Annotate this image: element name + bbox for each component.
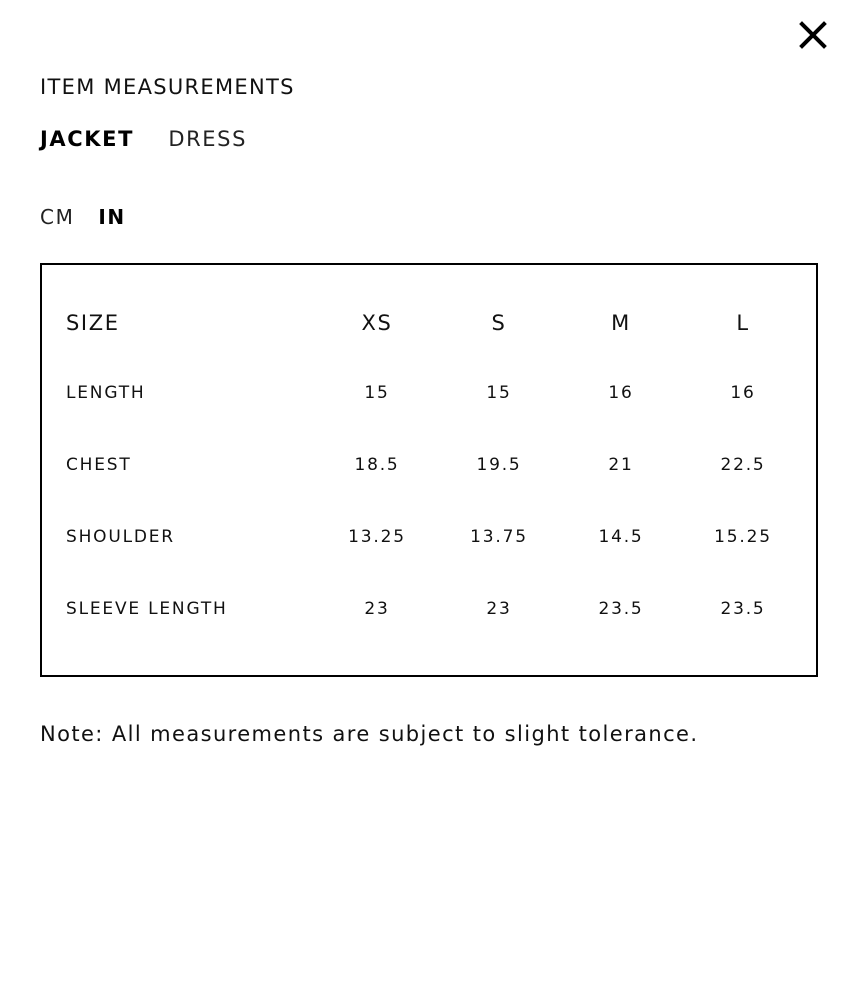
table-cell: 23.5	[598, 599, 644, 619]
measurements-table-container	[40, 263, 818, 677]
table-row	[66, 501, 804, 573]
header-xs: XS	[361, 311, 393, 335]
unit-toggle	[40, 205, 142, 229]
header-l: L	[736, 311, 750, 335]
table-cell: 23	[486, 599, 512, 619]
table-row	[66, 429, 804, 501]
close-button[interactable]	[798, 20, 828, 50]
modal-title: ITEM MEASUREMENTS	[40, 75, 295, 99]
row-label: CHEST	[66, 455, 132, 475]
header-s: S	[491, 311, 507, 335]
table-row	[66, 573, 804, 645]
tab-jacket[interactable]: JACKET	[40, 127, 135, 151]
header-size: SIZE	[66, 311, 120, 335]
table-cell: 16	[608, 383, 634, 403]
table-cell: 23	[364, 599, 390, 619]
unit-cm[interactable]: CM	[40, 205, 75, 229]
row-label: SLEEVE LENGTH	[66, 599, 228, 619]
table-cell: 13.25	[348, 527, 406, 547]
table-cell: 15	[364, 383, 390, 403]
close-icon	[798, 20, 828, 50]
table-cell: 13.75	[470, 527, 528, 547]
table-cell: 23.5	[720, 599, 766, 619]
table-cell: 16	[730, 383, 756, 403]
garment-tabs	[40, 127, 273, 151]
header-m: M	[611, 311, 631, 335]
table-cell: 22.5	[720, 455, 766, 475]
row-label: SHOULDER	[66, 527, 175, 547]
table-cell: 19.5	[476, 455, 522, 475]
table-cell: 21	[608, 455, 634, 475]
unit-in[interactable]: IN	[98, 205, 126, 229]
table-cell: 15.25	[714, 527, 772, 547]
table-header-row	[66, 293, 804, 357]
table-cell: 14.5	[598, 527, 644, 547]
table-row	[66, 357, 804, 429]
tab-dress[interactable]: DRESS	[168, 127, 248, 151]
row-label: LENGTH	[66, 383, 146, 403]
measurements-table	[66, 293, 804, 645]
table-cell: 18.5	[354, 455, 400, 475]
tolerance-note: Note: All measurements are subject to slight tolerance.	[40, 722, 699, 746]
table-cell: 15	[486, 383, 512, 403]
